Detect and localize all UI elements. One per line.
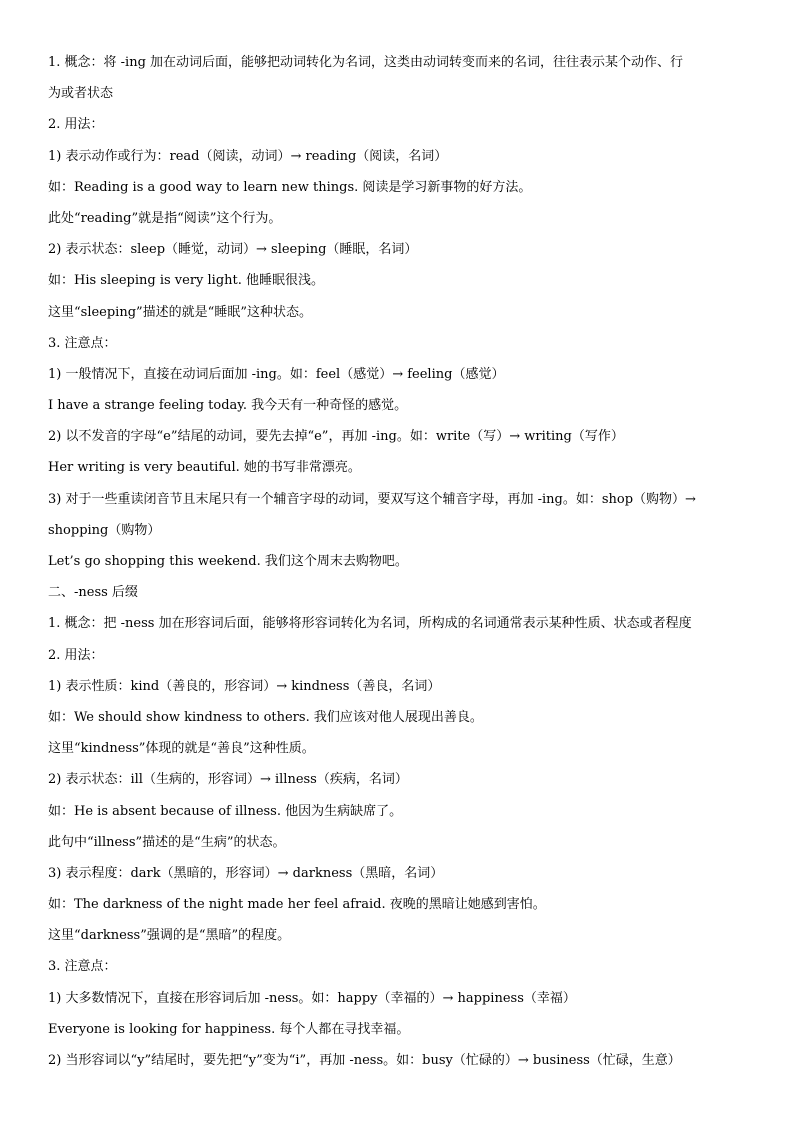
example-sentence: Let’s go shopping this weekend. 我们这个周末去购物吧。 — [48, 554, 408, 569]
text-line: 此处“reading”就是指“阅读”这个行为。 — [48, 210, 282, 226]
text-line: 1) 一般情况下，直接在动词后面加 -ing。如：feel（感觉）→ feeling（感觉） — [48, 366, 505, 382]
section-heading: 3. 注意点： — [48, 335, 117, 351]
text-line: 1) 大多数情况下，直接在形容词后加 -ness。如：happy（幸福的）→ happiness（幸福） — [48, 990, 576, 1006]
text-line: 1) 表示性质：kind（善良的，形容词）→ kindness（善良，名词） — [48, 678, 441, 694]
text-line: 此句中“illness”描述的是“生病”的状态。 — [48, 834, 286, 850]
example-sentence: 如：He is absent because of illness. 他因为生病缺席了。 — [48, 803, 403, 819]
text-line: 2) 当形容词以“y”结尾时，要先把“y”变为“i”，再加 -ness。如：busy（忙碌的）→ business（忙碌，生意） — [48, 1053, 681, 1068]
example-sentence: Her writing is very beautiful. 她的书写非常漂亮。 — [48, 460, 361, 476]
section-heading: 2. 用法： — [48, 117, 104, 133]
example-sentence: Everyone is looking for happiness. 每个人都在寻找幸福。 — [48, 1021, 410, 1037]
text-line: 为或者状态 — [48, 86, 114, 102]
text-line: 1) 表示动作或行为：read（阅读，动词）→ reading（阅读，名词） — [48, 148, 448, 164]
text-line: 2) 表示状态：sleep（睡觉，动词）→ sleeping（睡眠，名词） — [48, 242, 418, 258]
example-sentence: I have a strange feeling today. 我今天有一种奇怪的感觉。 — [48, 398, 408, 414]
example-sentence: 如：His sleeping is very light. 他睡眠很浅。 — [48, 273, 325, 289]
text-line: 1. 概念：把 -ness 加在形容词后面，能够将形容词转化为名词，所构成的名词通常表示某种性质、状态或者程度 — [48, 616, 692, 632]
text-line: 这里“sleeping”描述的就是“睡眠”这种状态。 — [48, 304, 312, 320]
example-sentence: 如：We should show kindness to others. 我们应该对他人展现出善良。 — [48, 709, 483, 725]
text-line: 2) 表示状态：ill（生病的，形容词）→ illness（疾病，名词） — [48, 772, 408, 788]
example-sentence: 如：The darkness of the night made her feel afraid. 夜晚的黑暗让她感到害怕。 — [48, 897, 546, 913]
text-line: 2) 以不发音的字母“e”结尾的动词，要先去掉“e”，再加 -ing。如：write（写）→ writing（写作） — [48, 429, 624, 445]
text-line: 3) 对于一些重读闭音节且末尾只有一个辅音字母的动词，要双写这个辅音字母，再加 -ing。如：shop（购物）→ — [48, 491, 696, 507]
section-heading: 2. 用法： — [48, 647, 104, 663]
example-sentence: 如：Reading is a good way to learn new things. 阅读是学习新事物的好方法。 — [48, 179, 532, 195]
section-heading: 3. 注意点： — [48, 959, 117, 975]
text-line: 这里“darkness”强调的是“黑暗”的程度。 — [48, 928, 291, 944]
document-body — [48, 52, 748, 1081]
text-line: 3) 表示程度：dark（黑暗的，形容词）→ darkness（黑暗，名词） — [48, 865, 444, 881]
text-line: 这里“kindness”体现的就是“善良”这种性质。 — [48, 741, 315, 757]
text-line: 1. 概念：将 -ing 加在动词后面，能够把动词转化为名词，这类由动词转变而来的名词，往往表示某个动作、行 — [48, 55, 684, 70]
section-title: 二、-ness 后缀 — [48, 585, 138, 601]
text-line: shopping（购物） — [48, 522, 161, 538]
